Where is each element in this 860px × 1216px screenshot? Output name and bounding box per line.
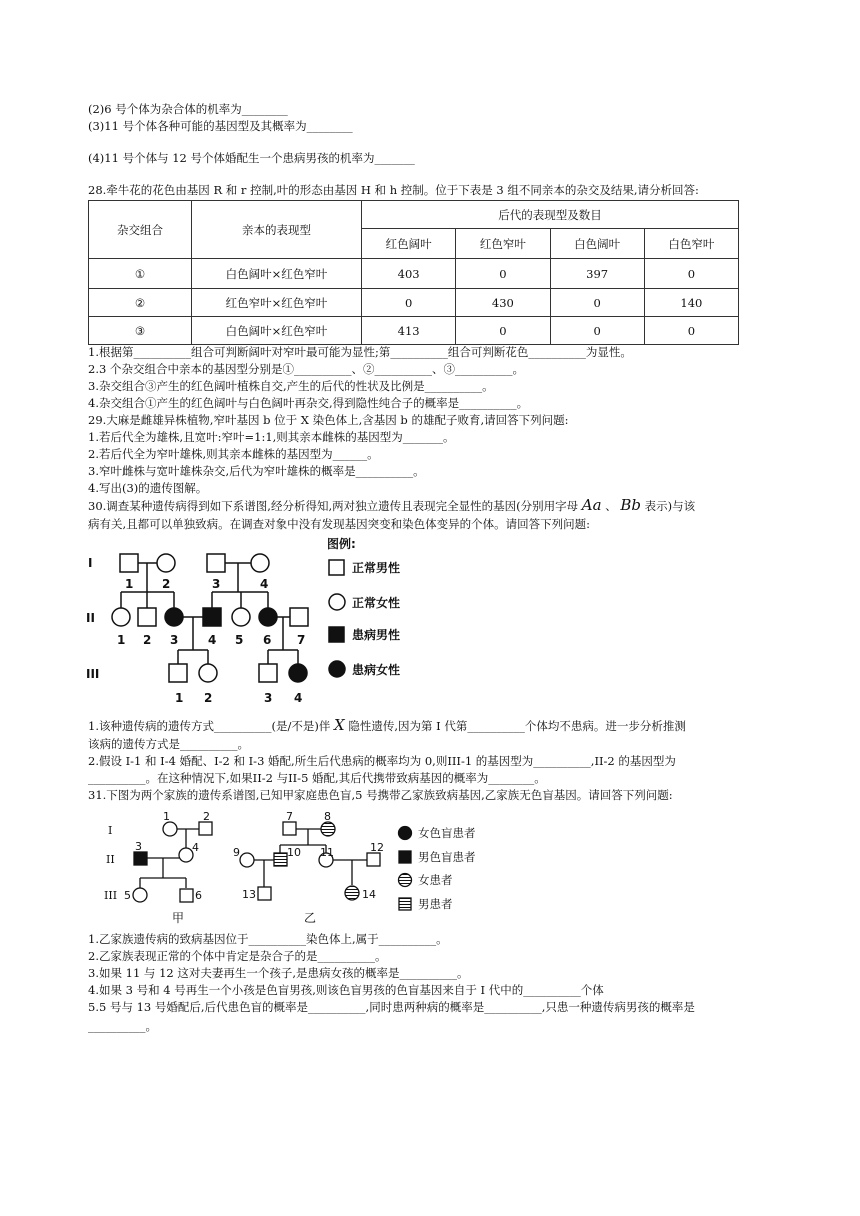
individual-1-female [163, 822, 177, 836]
table-cell: ① [89, 259, 192, 289]
individual-number: 1 [125, 577, 134, 591]
generation-label: II [86, 611, 95, 625]
individual-2-male [199, 822, 212, 835]
legend-label: 患病女性 [352, 663, 401, 677]
legend-label: 正常男性 [352, 561, 401, 575]
q29-question-2: 2.若后代全为窄叶雄株,则其亲本雌株的基因型为______。 [88, 447, 379, 461]
individual-number: 6 [263, 633, 272, 647]
individual-number: 3 [170, 633, 179, 647]
family-label-a: 甲 [172, 911, 185, 925]
table-cell: 0 [550, 289, 644, 317]
table-subheader: 白色窄叶 [644, 229, 738, 259]
individual-number: 6 [195, 889, 202, 902]
legend-label: 男患者 [418, 897, 453, 911]
generation-label: I [108, 824, 113, 837]
individual-12-male [367, 853, 380, 866]
generation-label: III [86, 667, 100, 681]
individual-number: 3 [264, 691, 273, 705]
table-cell: 140 [644, 289, 738, 317]
individual-number: 2 [162, 577, 171, 591]
legend-label: 患病男性 [352, 628, 401, 642]
generation-label: I [88, 556, 93, 570]
q30-question-1-cont: 该病的遗传方式是__________。 [88, 737, 249, 751]
table-cell: 413 [362, 317, 456, 345]
individual-13-male [258, 887, 271, 900]
individual-number: 4 [294, 691, 303, 705]
family-label-b: 乙 [304, 911, 317, 925]
legend-title: 图例: [327, 537, 356, 551]
q28-question-4: 4.杂交组合①产生的红色阔叶与白色阔叶再杂交,得到隐性纯合子的概率是__________。 [88, 396, 529, 410]
individual-number: 2 [204, 691, 213, 705]
individual-number: 2 [203, 810, 210, 823]
individual-number: 5 [235, 633, 244, 647]
individual-number: 1 [163, 810, 170, 823]
individual-number: 4 [192, 841, 199, 854]
q30-stem-b: 表示)与该 [644, 499, 696, 513]
legend-label: 男色盲患者 [418, 850, 476, 864]
legend-colorblind-male-icon [399, 851, 411, 863]
legend-label: 女色盲患者 [418, 826, 476, 840]
generation-label: II [106, 853, 115, 866]
intro-question-2: (2)6 号个体为杂合体的机率为________ [88, 102, 288, 116]
intro-question-3: (3)11 号个体各种可能的基因型及其概率为________ [88, 119, 353, 133]
q31-question-5-cont: __________。 [88, 1019, 157, 1033]
table-cell: 0 [644, 317, 738, 345]
table-cell: 0 [456, 317, 550, 345]
table-subheader: 白色阔叶 [550, 229, 644, 259]
intro-question-4: (4)11 号个体与 12 号个体婚配生一个患病男孩的机率为_______ [88, 151, 415, 165]
q28-stem: 28.牵牛花的花色由基因 R 和 r 控制,叶的形态由基因 H 和 h 控制。位于下表是 3 组不同亲本的杂交及结果,请分析回答: [88, 183, 699, 197]
q29-question-3: 3.窄叶雌株与宽叶雄株杂交,后代为窄叶雄株的概率是__________。 [88, 464, 425, 478]
table-cell: 0 [362, 289, 456, 317]
individual-number: 11 [320, 846, 334, 859]
individual-number: 1 [117, 633, 126, 647]
q30-q1-b: 隐性遗传,因为第 I 代第__________个体均不患病。进一步分析推测 [348, 719, 686, 733]
table-cell: ③ [89, 317, 192, 345]
individual-9-female [240, 853, 254, 867]
q30-question-2-cont: __________。在这种情况下,如果II-2 与II-5 婚配,其后代携带致病基因的概率为________。 [88, 771, 546, 785]
q29-stem: 29.大麻是雌雄异株植物,窄叶基因 b 位于 X 染色体上,含基因 b 的雄配子败育,请回答下列问题: [88, 413, 569, 427]
table-cell: 白色阔叶×红色窄叶 [192, 259, 362, 289]
table-cell: 白色阔叶×红色窄叶 [192, 317, 362, 345]
table-cell: 430 [456, 289, 550, 317]
individual-5-female [133, 888, 147, 902]
individual-number: 7 [297, 633, 306, 647]
legend-label: 女患者 [418, 873, 453, 887]
table-cell: 403 [362, 259, 456, 289]
individual-10-affected-male [274, 853, 287, 866]
table-subheader: 红色阔叶 [362, 229, 456, 259]
individual-number: 5 [124, 889, 131, 902]
table-subheader: 红色窄叶 [456, 229, 550, 259]
individual-8-affected-female [321, 822, 335, 836]
table-cell: ② [89, 289, 192, 317]
individual-14-affected-female [345, 886, 359, 900]
table-cell: 397 [550, 259, 644, 289]
legend-affected-male-icon [399, 898, 411, 910]
individual-number: 8 [324, 810, 331, 823]
table-header-parent: 亲本的表现型 [192, 201, 362, 259]
individual-number: 7 [286, 810, 293, 823]
table-header-group: 杂交组合 [89, 201, 192, 259]
individual-number: 10 [287, 846, 301, 859]
generation-label: III [104, 889, 118, 902]
individual-7-male [283, 822, 296, 835]
table-cell: 0 [550, 317, 644, 345]
q31-stem: 31.下图为两个家族的遗传系谱图,已知甲家庭患色盲,5 号携带乙家族致病基因,乙家族无色盲基因。请回答下列问题: [88, 788, 673, 802]
symbol-x: X [333, 716, 345, 734]
q30-stem-a: 30.调查某种遗传病得到如下系谱图,经分析得知,两对独立遗传且表现完全显性的基因(分别用字母 [88, 499, 579, 513]
table-header-offspring: 后代的表现型及数目 [362, 201, 739, 229]
q28-question-3: 3.杂交组合③产生的红色阔叶植株自交,产生的后代的性状及比例是__________。 [88, 379, 494, 393]
q31-question-1: 1.乙家族遗传病的致病基因位于__________染色体上,属于__________。 [88, 932, 448, 946]
q29-question-4: 4.写出(3)的遗传图解。 [88, 481, 208, 495]
legend-colorblind-female-icon [399, 827, 412, 840]
table-cell: 红色窄叶×红色窄叶 [192, 289, 362, 317]
individual-number: 3 [212, 577, 221, 591]
table-cell: 0 [644, 259, 738, 289]
q31-question-3: 3.如果 11 与 12 这对夫妻再生一个孩子,是患病女孩的概率是__________。 [88, 966, 469, 980]
individual-4-female [179, 848, 193, 862]
legend-affected-female-icon [399, 874, 412, 887]
individual-number: 13 [242, 888, 256, 901]
individual-number: 12 [370, 841, 384, 854]
q30-q1-a: 1.该种遗传病的遗传方式__________(是/不是)伴 [88, 719, 331, 733]
individual-number: 3 [135, 840, 142, 853]
individual-number: 4 [208, 633, 217, 647]
q28-question-2: 2.3 个杂交组合中亲本的基因型分别是①__________、②__________、③__________。 [88, 362, 524, 376]
symbol-bb: Bb [620, 496, 641, 514]
q28-question-1: 1.根据第__________组合可判断阔叶对窄叶最可能为显性;第__________组合可判断花色__________为显性。 [88, 345, 632, 359]
table-cell: 0 [456, 259, 550, 289]
individual-number: 1 [175, 691, 184, 705]
q31-question-2: 2.乙家族表现正常的个体中肯定是杂合子的是__________。 [88, 949, 387, 963]
individual-number: 14 [362, 888, 376, 901]
q29-question-1: 1.若后代全为雄株,且宽叶:窄叶=1:1,则其亲本雌株的基因型为_______。 [88, 430, 455, 444]
legend-label: 正常女性 [352, 596, 401, 610]
q31-question-4: 4.如果 3 号和 4 号再生一个小孩是色盲男孩,则该色盲男孩的色盲基因来自于 I 代中的__________个体 [88, 983, 604, 997]
individual-3-colorblind-male [134, 852, 147, 865]
q30-sep: 、 [605, 499, 617, 513]
individual-number: 4 [260, 577, 269, 591]
individual-number: 9 [233, 846, 240, 859]
individual-number: 2 [143, 633, 152, 647]
q30-stem-c: 病有关,且都可以单独致病。在调查对象中没有发现基因突变和染色体变异的个体。请回答下列问题: [88, 517, 591, 531]
q31-question-5: 5.5 号与 13 号婚配后,后代患色盲的概率是__________,同时患两种病的概率是__________,只患一种遗传病男孩的概率是 [88, 1000, 695, 1014]
q30-question-2: 2.假设 I-1 和 I-4 婚配、I-2 和 I-3 婚配,所生后代患病的概率均为 0,则III-1 的基因型为__________,II-2 的基因型为 [88, 754, 676, 768]
symbol-aa: Aa [581, 496, 602, 514]
individual-6-male [180, 889, 193, 902]
